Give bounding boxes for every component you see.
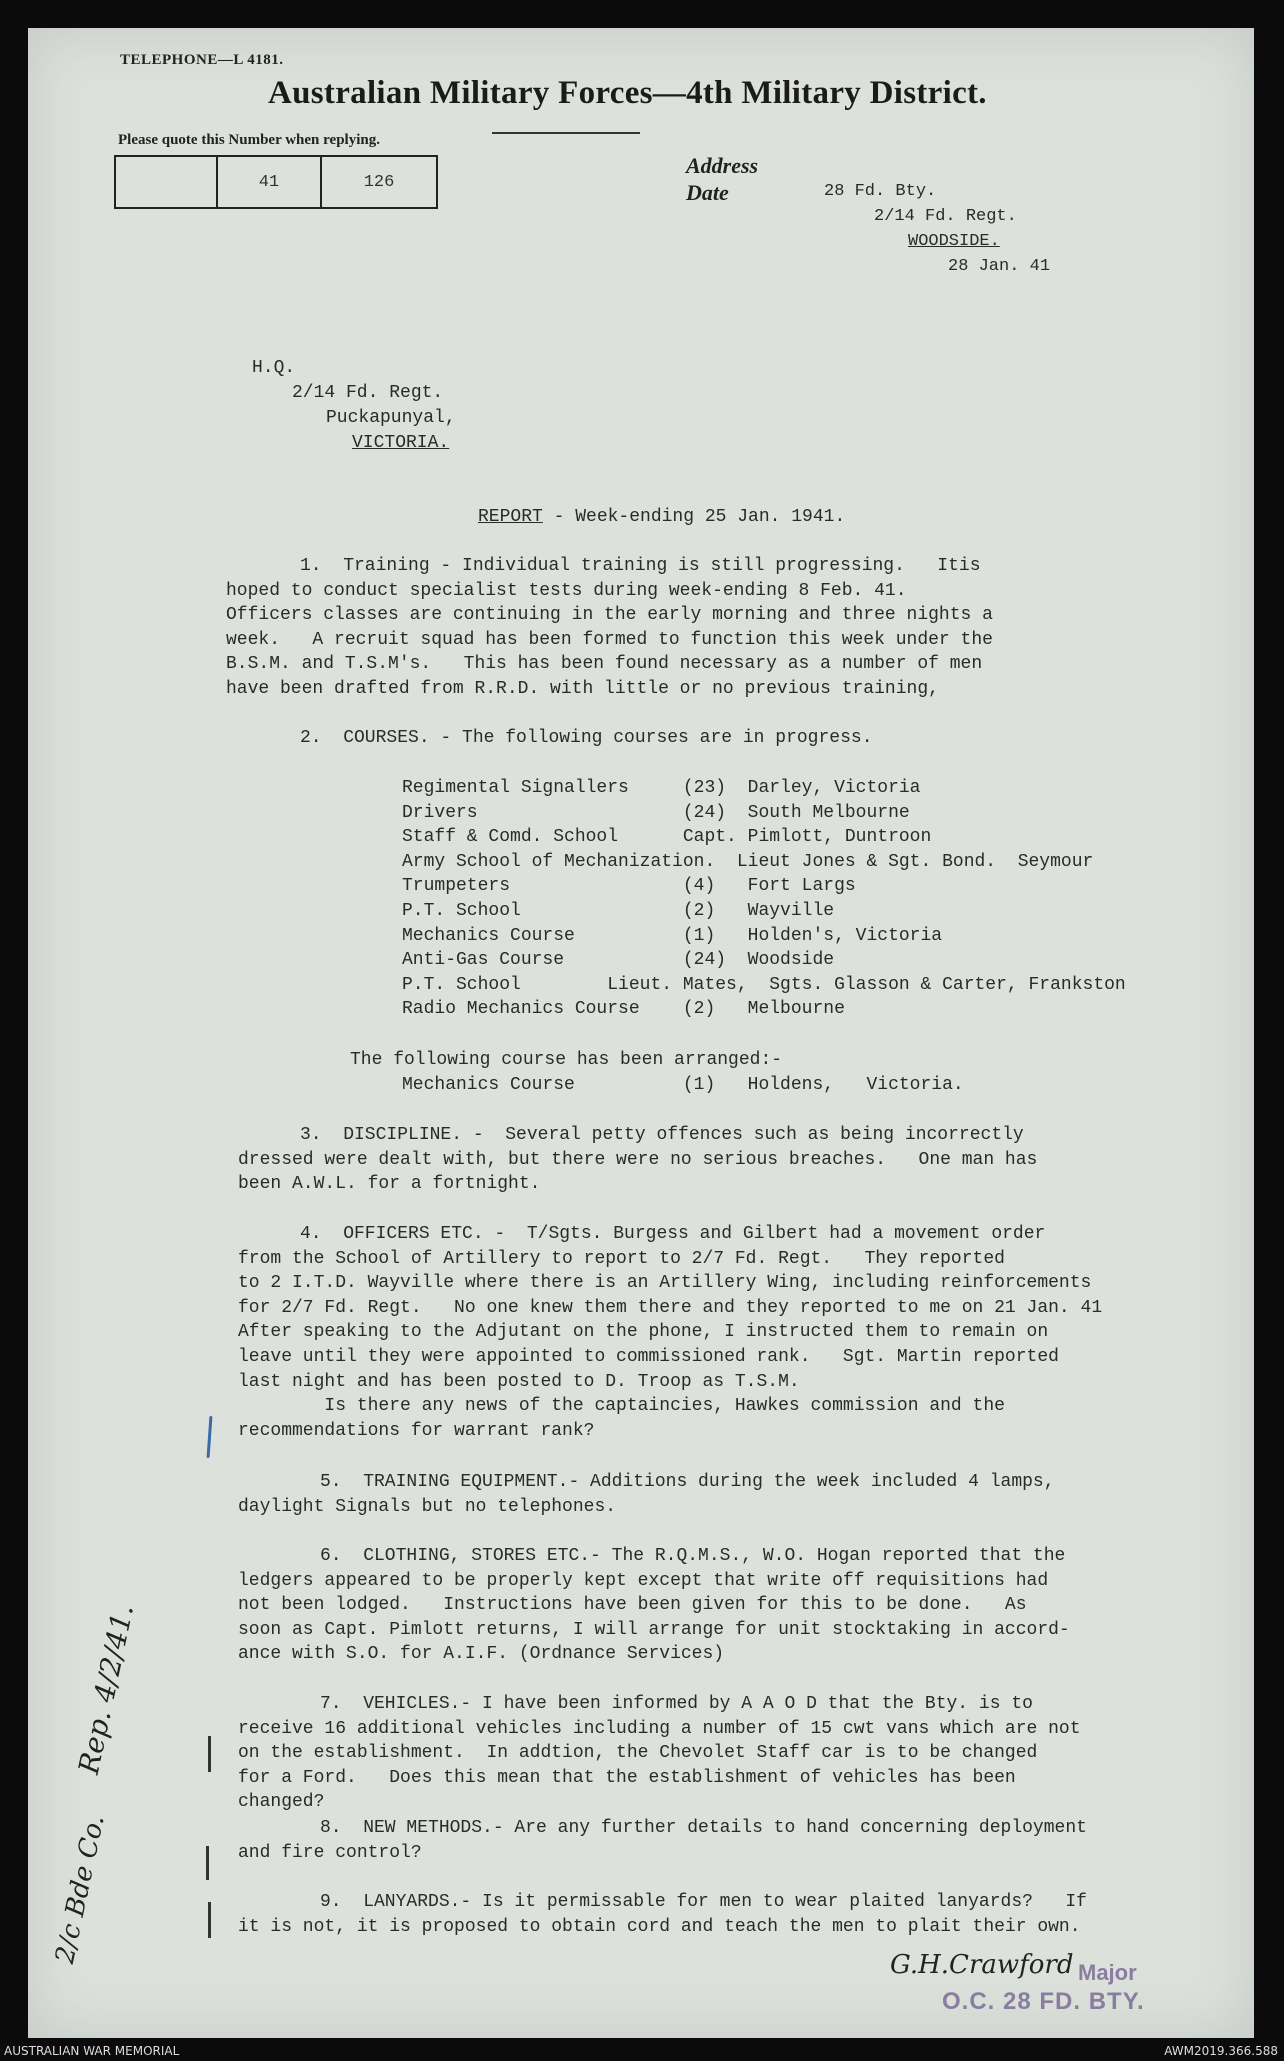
recipient-line: H.Q. bbox=[252, 358, 296, 378]
body-line: 5. TRAINING EQUIPMENT.- Additions during the week included 4 lamps, bbox=[320, 1472, 1055, 1492]
body-line: receive 16 additional vehicles including a number of 15 cwt vans which are not bbox=[238, 1718, 1081, 1739]
margin-note-received: Rep. 4/2/41. bbox=[72, 1601, 141, 1777]
body-line: changed? bbox=[238, 1792, 325, 1813]
body-line: Is there any news of the captaincies, Hawkes commission and the bbox=[238, 1396, 1005, 1417]
ref-cell bbox=[116, 157, 218, 207]
body-line: After speaking to the Adjutant on the phone, I instructed them to remain on bbox=[238, 1322, 1049, 1343]
body-line: B.S.M. and T.S.M's. This has been found necessary as a number of men bbox=[226, 654, 983, 675]
body-line: Trumpeters (4) Fort Largs bbox=[402, 876, 856, 897]
footer-institution: AUSTRALIAN WAR MEMORIAL bbox=[4, 2044, 180, 2058]
body-line: Army School of Mechanization. Lieut Jones & Sgt. Bond. Seymour bbox=[402, 851, 1094, 872]
body-line: week. A recruit squad has been formed to function this week under the bbox=[226, 629, 993, 650]
recipient-line: VICTORIA. bbox=[352, 433, 450, 453]
body-line: on the establishment. In addtion, the Chevolet Staff car is to be changed bbox=[238, 1743, 1038, 1764]
body-line: 4. OFFICERS ETC. - T/Sgts. Burgess and Gilbert had a movement order bbox=[300, 1224, 1046, 1244]
signature: G.H.Crawford bbox=[890, 1950, 1074, 1980]
ref-cell: 126 bbox=[363, 172, 395, 192]
report-title-word: REPORT bbox=[478, 507, 543, 527]
telephone-line: TELEPHONE—L 4181. bbox=[120, 52, 284, 68]
body-line: 2. COURSES. - The following courses are in progress. bbox=[300, 728, 873, 748]
ref-cell: 41 bbox=[218, 157, 322, 207]
report-title-rest: - Week-ending 25 Jan. 1941. bbox=[542, 507, 846, 527]
body-line: not been lodged. Instructions have been given for this to be done. As bbox=[238, 1595, 1027, 1616]
body-line: daylight Signals but no telephones. bbox=[238, 1496, 617, 1517]
body-line: P.T. School Lieut. Mates, Sgts. Glasson & Carter, Frankston bbox=[402, 974, 1126, 995]
sender-unit: 28 Fd. Bty. bbox=[824, 182, 937, 201]
body-line: 9. LANYARDS.- Is it permissable for men to wear plaited lanyards? If bbox=[320, 1892, 1087, 1912]
letter-date: 28 Jan. 41 bbox=[948, 257, 1051, 276]
body-line: 8. NEW METHODS.- Are any further details to hand concerning deployment bbox=[320, 1818, 1087, 1838]
body-line: Regimental Signallers (23) Darley, Victoria bbox=[402, 778, 921, 798]
body-line: to 2 I.T.D. Wayville where there is an Artillery Wing, including reinforcements bbox=[238, 1273, 1092, 1294]
body-line: soon as Capt. Pimlott returns, I will arrange for unit stocktaking in accord- bbox=[238, 1619, 1070, 1640]
body-line: Radio Mechanics Course (2) Melbourne bbox=[402, 999, 845, 1020]
margin-tick bbox=[208, 1736, 211, 1772]
body-line: dressed were dealt with, but there were no serious breaches. One man has bbox=[238, 1149, 1038, 1170]
margin-tick bbox=[206, 1846, 209, 1880]
body-line: for 2/7 Fd. Regt. No one knew them there and they reported to me on 21 Jan. 41 bbox=[238, 1297, 1103, 1318]
body-line: 1. Training - Individual training is still progressing. Itis bbox=[300, 556, 981, 576]
stamp-rank: Major bbox=[1078, 1960, 1137, 1985]
body-line: 3. DISCIPLINE. - Several petty offences such as being incorrectly bbox=[300, 1125, 1024, 1145]
body-line: last night and has been posted to D. Troop as T.S.M. bbox=[238, 1371, 800, 1392]
body-line: Anti-Gas Course (24) Woodside bbox=[402, 950, 835, 971]
body-line: it is not, it is proposed to obtain cord and teach the men to plait their own. bbox=[238, 1916, 1081, 1937]
date-label: Date bbox=[686, 180, 729, 205]
body-line: for a Ford. Does this mean that the establishment of vehicles has been bbox=[238, 1767, 1016, 1788]
stamp-unit: O.C. 28 FD. BTY. bbox=[942, 1988, 1145, 2015]
body-line: recommendations for warrant rank? bbox=[238, 1420, 595, 1441]
body-line: Officers classes are continuing in the early morning and three nights a bbox=[226, 605, 993, 626]
body-line: 6. CLOTHING, STORES ETC.- The R.Q.M.S., W.O. Hogan reported that the bbox=[320, 1546, 1066, 1566]
footer-accession-number: AWM2019.366.588 bbox=[1164, 2044, 1278, 2058]
body-line: have been drafted from R.R.D. with little or no previous training, bbox=[226, 679, 939, 699]
body-line: Mechanics Course (1) Holdens, Victoria. bbox=[402, 1075, 964, 1095]
report-title bbox=[478, 507, 845, 527]
body-line: P.T. School (2) Wayville bbox=[402, 901, 835, 921]
address-date-labels bbox=[686, 152, 758, 206]
reference-number-box bbox=[114, 155, 438, 209]
recipient-line: Puckapunyal, bbox=[326, 408, 456, 428]
body-line: leave until they were appointed to commissioned rank. Sgt. Martin reported bbox=[238, 1347, 1059, 1367]
body-line: The following course has been arranged:- bbox=[350, 1050, 783, 1070]
body-line: hoped to conduct specialist tests during week-ending 8 Feb. 41. bbox=[226, 580, 907, 601]
sender-location: WOODSIDE. bbox=[908, 232, 1000, 251]
letterhead-title: Australian Military Forces—4th Military District. bbox=[268, 75, 987, 111]
body-line: from the School of Artillery to report to 2/7 Fd. Regt. They reported bbox=[238, 1248, 1005, 1269]
recipient-line: 2/14 Fd. Regt. bbox=[292, 383, 444, 403]
body-line: Staff & Comd. School Capt. Pimlott, Duntroon bbox=[402, 827, 932, 848]
body-line: been A.W.L. for a fortnight. bbox=[238, 1174, 541, 1195]
sender-regiment: 2/14 Fd. Regt. bbox=[874, 207, 1017, 226]
body-line: 7. VEHICLES.- I have been informed by A A O D that the Bty. is to bbox=[320, 1694, 1033, 1714]
body-line: and fire control? bbox=[238, 1842, 422, 1863]
margin-tick bbox=[208, 1902, 211, 1938]
body-line: ledgers appeared to be properly kept except that write off requisitions had bbox=[238, 1570, 1049, 1591]
body-line: Mechanics Course (1) Holden's, Victoria bbox=[402, 925, 943, 946]
margin-note-forwarded: 2/c Bde Co. bbox=[50, 1812, 111, 1967]
body-line: Drivers (24) South Melbourne bbox=[402, 802, 910, 823]
letterhead-rule bbox=[492, 132, 640, 134]
address-label: Address bbox=[686, 153, 759, 178]
quote-note: Please quote this Number when replying. bbox=[118, 132, 380, 148]
body-line: ance with S.O. for A.I.F. (Ordnance Services) bbox=[238, 1644, 725, 1665]
